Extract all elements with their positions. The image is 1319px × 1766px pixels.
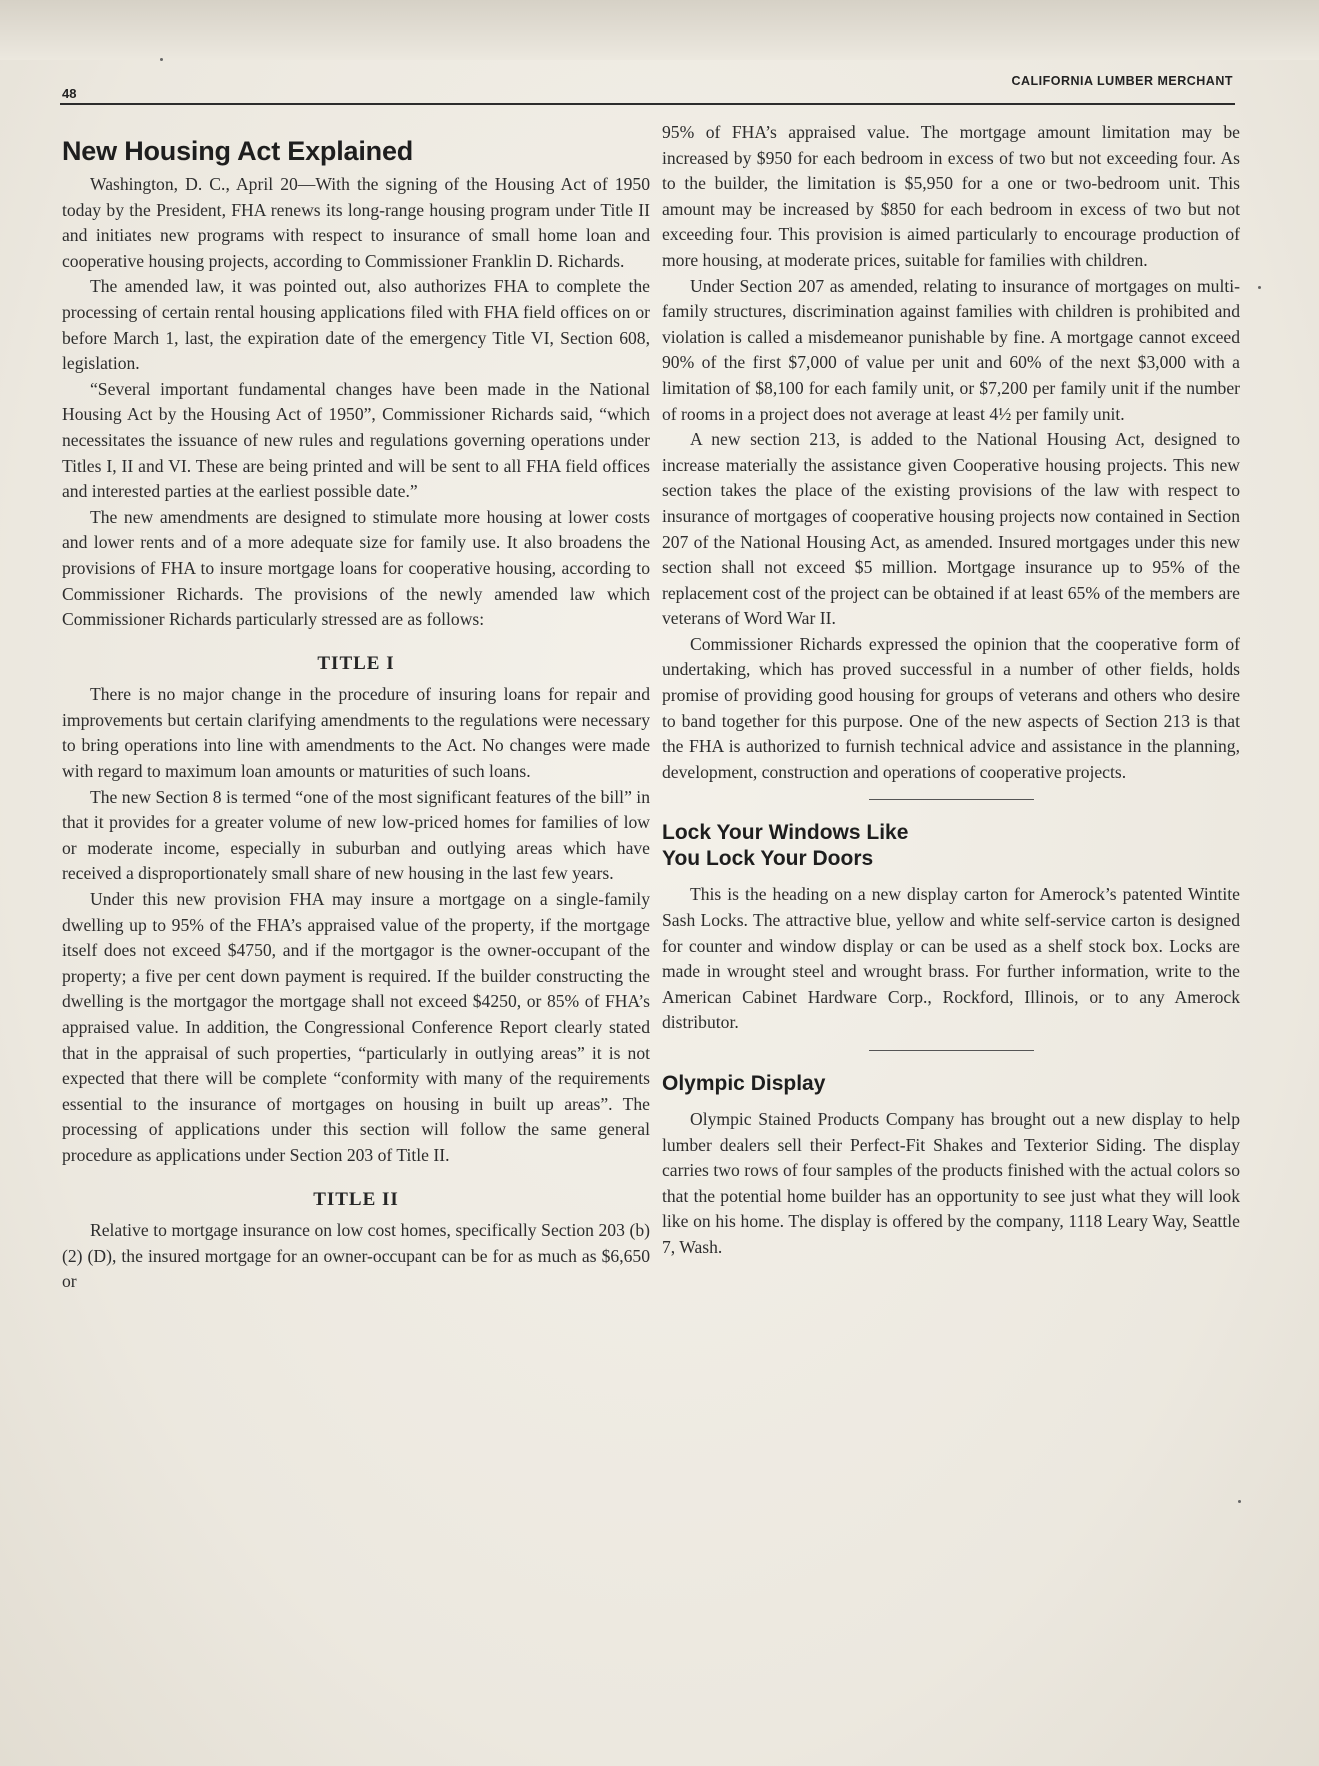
lock-title-line-2: You Lock Your Doors bbox=[662, 847, 874, 871]
article-paragraph: Relative to mortgage insurance on low cost homes, specifically Section 203 (b) (2) (D), the insured mortgage for an owner-occupant can be for as much as $6,650 or bbox=[62, 1220, 650, 1292]
header-rule bbox=[60, 103, 1235, 105]
section-heading-title-2: TITLE II bbox=[313, 1188, 399, 1210]
article-paragraph: The new Section 8 is termed “one of the most significant features of the bill” in that it provides for a greater volume of new low-priced homes for families of low or moderate income, especially in suburban and outlying areas which have received a disproportionately small share of new housing in the last few years. bbox=[62, 786, 650, 884]
olympic-article-title: Olympic Display bbox=[662, 1072, 826, 1095]
paper-speck bbox=[160, 58, 163, 61]
section-heading-title-1: TITLE I bbox=[317, 652, 395, 674]
article-paragraph: Washington, D. C., April 20—With the signing of the Housing Act of 1950 today by the President, FHA renews its long-range housing program under Title II and initiates new programs with respect to insurance of small home loan and cooperative housing projects, according to Commissioner Franklin D. Richards. bbox=[62, 174, 650, 271]
page-top-edge bbox=[0, 0, 1319, 60]
article-title: New Housing Act Explained bbox=[62, 136, 414, 166]
running-head: CALIFORNIA LUMBER MERCHANT bbox=[1011, 74, 1233, 88]
article-paragraph: “Several important fundamental changes have been made in the National Housing Act by the Housing Act of 1950”, Commissioner Richards said, “which necessitates the issuance of new rules and regulations governing operations under Titles I, II and VI. These are being printed and will be sent to all FHA field offices and interested parties at the earliest possible date.” bbox=[62, 378, 650, 502]
article-divider bbox=[869, 799, 1034, 800]
article-paragraph: Commissioner Richards expressed the opinion that the cooperative form of undertaking, which has proved successful in a number of other fields, holds promise of providing good housing for groups of veterans and others who desire to band together for this purpose. One of the new aspects of Section 213 is that the FHA is authorized to furnish technical advice and assistance in the planning, development, construction and operations of cooperative projects. bbox=[662, 633, 1240, 782]
left-column bbox=[62, 126, 650, 1295]
article-paragraph: The amended law, it was pointed out, also authorizes FHA to complete the processing of certain rental housing applications filed with FHA field offices on or before March 1, last, the expiration date of the emergency Title VI, Section 608, legislation. bbox=[62, 276, 650, 374]
article-divider bbox=[869, 1050, 1034, 1051]
article-paragraph-continued: 95% of FHA’s appraised value. The mortgage amount limitation may be increased by $950 for each bedroom in excess of two but not exceeding four. As to the builder, the limitation is $5,950 for a one or two-bedroom unit. This amount may be increased by $850 for each bedroom in excess of two but not exceeding four. This provision is aimed particularly to encourage production of more housing, at moderate prices, suitable for families with children. bbox=[662, 122, 1240, 270]
article-paragraph: There is no major change in the procedure of insuring loans for repair and improvements but certain clarifying amendments to the regulations were necessary to bring operations into line with amendments to the Act. No changes were made with regard to maximum loan amounts or maturities of such loans. bbox=[62, 684, 650, 782]
lock-article-title bbox=[662, 820, 1240, 872]
article-paragraph: The new amendments are designed to stimulate more housing at lower costs and lower rents and of a more adequate size for family use. It also broadens the provisions of FHA to insure mortgage loans for cooperative housing, according to Commissioner Richards. The provisions of the newly amended law which Commissioner Richards particularly stressed are as follows: bbox=[62, 506, 650, 630]
article-paragraph: Under Section 207 as amended, relating to insurance of mortgages on multi-family structures, discrimination against families with children is prohibited and violation is called a misdemeanor punishable by fine. A mortgage cannot exceed 90% of the first $7,000 of value per unit and 60% of the next $3,000 with a limitation of $8,100 for each family unit, or $7,200 per family unit if the number of rooms in a project does not average at least 4½ per family unit. bbox=[662, 275, 1240, 424]
lock-title-line-1: Lock Your Windows Like bbox=[662, 821, 909, 845]
article-paragraph: Under this new provision FHA may insure a mortgage on a single-family dwelling up to 95% of the FHA’s appraised value of the property, if the mortgage itself does not exceed $4750, and if the mortgagor is the owner-occupant of the property; a five per cent down payment is required. If the builder constructing the dwelling is the mortgagor the mortgage shall not exceed $4250, or 85% of FHA’s appraised value. In addition, the Congressional Conference Report clearly stated that in the appraisal of such properties, “particularly in outlying areas” it is not expected that there will be complete “conformity with many of the requirements essential to the insurance of mortgages on housing in built up areas”. The processing of applications under this section will follow the same general procedure as applications under Section 203 of Title II. bbox=[62, 889, 650, 1165]
article-paragraph: A new section 213, is added to the National Housing Act, designed to increase materially the assistance given Cooperative housing projects. This new section takes the place of the existing provisions of the law with respect to insurance of mortgages of cooperative housing projects now contained in Section 207 of the National Housing Act, as amended. Insured mortgages under this new section shall not exceed $5 million. Mortgage insurance up to 95% of the replacement cost of the project can be obtained if at least 65% of the members are veterans of Word War II. bbox=[662, 429, 1240, 629]
lock-article-body: This is the heading on a new display carton for Amerock’s patented Wintite Sash Locks. The attractive blue, yellow and white self-service carton is designed for counter and window display or can be used as a shelf stock box. Locks are made in wrought steel and wrought brass. For further information, write to the American Cabinet Hardware Corp., Rockford, Illinois, or to any Amerock distributor. bbox=[662, 884, 1240, 1033]
paper-speck bbox=[1238, 1500, 1241, 1503]
right-column bbox=[662, 120, 1240, 1261]
olympic-article-body: Olympic Stained Products Company has brought out a new display to help lumber dealers sell their Perfect-Fit Shakes and Texterior Siding. The display carries two rows of four samples of the products finished with the actual colors so that the potential home builder has an opportunity to see just what they will look like on his home. The display is offered by the company, 1118 Leary Way, Seattle 7, Wash. bbox=[662, 1109, 1240, 1257]
page-number: 48 bbox=[62, 86, 77, 101]
paper-speck bbox=[1258, 286, 1261, 289]
